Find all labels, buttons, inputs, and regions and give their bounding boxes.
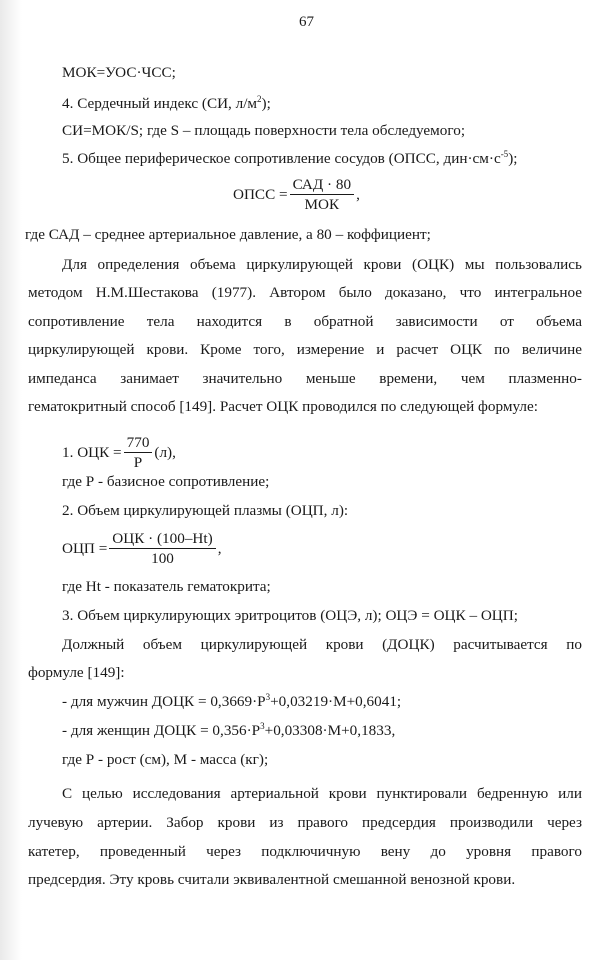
word: времени, <box>379 370 438 387</box>
word: того, <box>253 341 285 358</box>
word: лучевую <box>28 814 84 831</box>
word: крови <box>217 814 256 831</box>
word: занимает <box>120 370 179 387</box>
paragraph3-line4: предсердия. Эту кровь считали эквивалентной смешанной венозной крови. <box>28 871 516 888</box>
word: находится <box>196 313 263 330</box>
word: методом <box>28 284 83 301</box>
word: проведенный <box>99 843 186 860</box>
word: меньше <box>305 370 356 387</box>
word: пунктировали <box>376 785 468 802</box>
paragraph1-line3 <box>28 313 582 331</box>
word: что <box>459 284 482 301</box>
mok-formula: МОК=УОС·ЧСС; <box>62 64 176 81</box>
word: или <box>558 785 582 802</box>
sad-note: где САД – среднее артериальное давление, а 80 – коффициент; <box>25 226 431 243</box>
word: было <box>338 284 372 301</box>
paragraph1-line6: гематокритный способ [149]. Расчет ОЦК проводился по следующей формуле: <box>28 398 538 415</box>
word: величине <box>521 341 582 358</box>
word: в <box>284 313 292 330</box>
word: Н.М.Шестакова <box>95 284 199 301</box>
word: мы <box>464 256 485 273</box>
opss-lhs: ОПСС = <box>233 185 288 203</box>
word: тела <box>146 313 175 330</box>
word: крови <box>328 785 367 802</box>
word: производили <box>449 814 534 831</box>
word: правого <box>297 814 349 831</box>
height-mass-note: где Р - рост (см), М - масса (кг); <box>62 751 269 768</box>
opss-formula: ОПСС = $\frac{\text{САД · 80}}{\text{МОК}}$ , <box>233 176 360 213</box>
word: предсердия <box>362 814 436 831</box>
word: из <box>269 814 284 831</box>
word: обратной <box>313 313 374 330</box>
word: по <box>494 341 510 358</box>
ocp-fraction: $\frac{\text{ОЦК · (100–Ht)}}{100}$ <box>109 530 215 567</box>
word: расчет <box>396 341 439 358</box>
word: доказано, <box>384 284 447 301</box>
word: чем <box>460 370 485 387</box>
word: С <box>62 785 73 802</box>
word: до <box>430 843 446 860</box>
scan-shadow <box>0 0 22 960</box>
page-number: 67 <box>299 14 314 30</box>
word: по <box>566 636 582 653</box>
paragraph1-line2 <box>28 284 582 302</box>
word: (ДОЦК) <box>382 636 435 653</box>
opss-fraction <box>290 176 355 213</box>
word: интегральное <box>494 284 582 301</box>
word: циркулирующей <box>200 636 308 653</box>
paragraph3-line1 <box>62 785 582 803</box>
word: импеданса <box>28 370 97 387</box>
cardiac-index-formula: СИ=МОК/S; где S – площадь поверхности тела обследуемого; <box>62 122 466 139</box>
word: измерение <box>296 341 365 358</box>
word: и <box>376 341 385 358</box>
word: через <box>206 843 242 860</box>
paragraph2-line2: формуле [149]: <box>28 664 125 681</box>
word: циркулирующей <box>28 341 135 358</box>
opss-numerator: САД · 80 <box>290 176 355 195</box>
opss-denominator: МОК <box>304 196 340 213</box>
word: сопротивление <box>28 313 125 330</box>
word: исследования <box>132 785 221 802</box>
ock-note: где Р - базисное сопротивление; <box>62 473 270 490</box>
ock-fraction: $\frac{770}{Р}$ <box>124 434 153 471</box>
word: артерии. <box>97 814 153 831</box>
word: циркулирующей <box>246 256 353 273</box>
women-formula: - для женщин ДОЦК = $0,356\cdot Р^3+0,03308\cdot М+0,1833$, <box>62 720 396 739</box>
word: объема <box>536 313 582 330</box>
word: катетер, <box>28 843 80 860</box>
plasma-volume-heading: 2. Объем циркулирующей плазмы (ОЦП, л): <box>62 502 349 519</box>
word: Кроме <box>200 341 242 358</box>
word: плазменно- <box>508 370 582 387</box>
word: значительно <box>202 370 283 387</box>
paragraph3-line2 <box>28 814 582 832</box>
word: целью <box>82 785 123 802</box>
word: пользовались <box>495 256 582 273</box>
cardiac-index-heading: 4. Сердечный индекс (СИ, $л/м^2$); <box>62 93 271 112</box>
vascular-resistance-heading: 5. Общее периферическое сопротивление сосудов (ОПСС, $дин\cdot см\cdot с^{-5}$); <box>62 148 518 167</box>
word: Забор <box>166 814 204 831</box>
ocp-formula: ОЦП = $\frac{\text{ОЦК · (100–Ht)}}{100}$ , <box>62 530 222 567</box>
word: объем <box>142 636 183 653</box>
paragraph1-line4 <box>28 341 582 359</box>
word: через <box>547 814 582 831</box>
word: крови <box>325 636 364 653</box>
word: (ОЦК) <box>412 256 455 273</box>
word: (1977). <box>211 284 256 301</box>
paragraph1-line1 <box>62 256 582 274</box>
word: от <box>499 313 514 330</box>
word: Автором <box>269 284 326 301</box>
word: Для <box>62 256 87 273</box>
word: уровня <box>466 843 512 860</box>
word: Должный <box>62 636 125 653</box>
ock-formula: 1. ОЦК = $\frac{770}{Р}$ (л), <box>62 434 176 471</box>
hematocrit-note: где Ht - показатель гематокрита; <box>62 578 271 595</box>
paragraph3-line3 <box>28 843 582 861</box>
word: зависимости <box>395 313 478 330</box>
word: крови. <box>146 341 189 358</box>
word: артериальной <box>230 785 319 802</box>
word: крови <box>363 256 402 273</box>
word: ОЦК <box>450 341 483 358</box>
erythrocyte-volume-line: 3. Объем циркулирующих эритроцитов (ОЦЭ, л); ОЦЭ = ОЦК – ОЦП; <box>62 607 518 624</box>
paragraph2-line1 <box>62 636 582 654</box>
word: подключичную <box>261 843 361 860</box>
word: вену <box>380 843 411 860</box>
word: бедренную <box>476 785 549 802</box>
paragraph1-line5 <box>28 370 582 388</box>
word: расчитывается <box>453 636 548 653</box>
word: правого <box>531 843 582 860</box>
men-formula: - для мужчин ДОЦК = $0,3669\cdot Р^3+0,03219\cdot М+0,6041$; <box>62 691 402 710</box>
word: объема <box>190 256 236 273</box>
word: определения <box>97 256 180 273</box>
